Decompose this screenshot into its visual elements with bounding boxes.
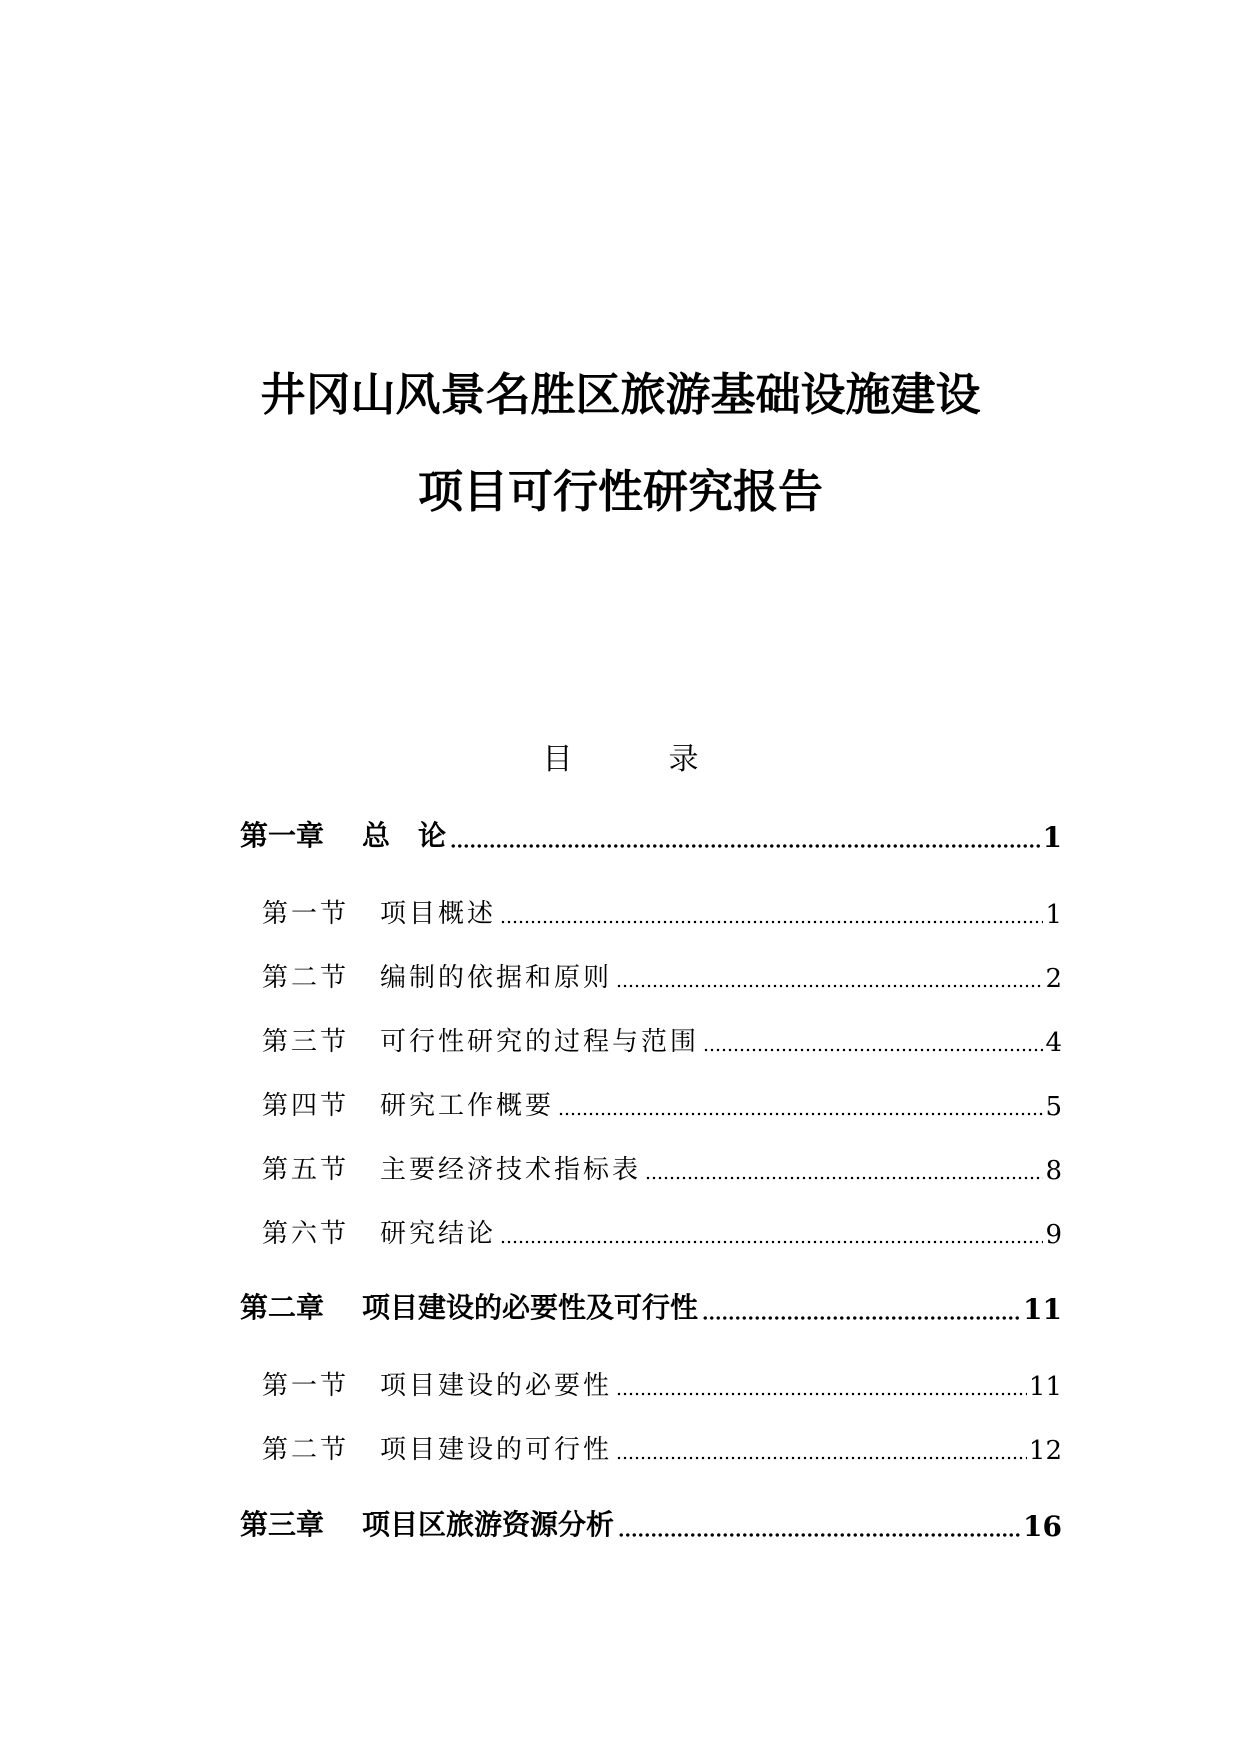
toc-entry-title: 编制的依据和原则 xyxy=(380,963,613,993)
toc-entry-title: 研究结论 xyxy=(380,1219,497,1249)
toc-entry-number: 第六节 xyxy=(262,1219,350,1249)
toc-entry-title: 总 论 xyxy=(362,819,447,852)
toc-entry-number: 第二章 xyxy=(240,1291,325,1324)
toc-heading-left: 目 xyxy=(542,742,573,777)
dot-leader xyxy=(703,1048,1043,1052)
toc-heading xyxy=(0,740,1241,780)
dot-leader xyxy=(450,844,1041,848)
toc-entry-title: 研究工作概要 xyxy=(380,1091,555,1121)
toc-entry-number: 第四节 xyxy=(262,1091,350,1121)
toc-entry-title: 项目区旅游资源分析 xyxy=(362,1508,615,1541)
toc-entry-page: 1 xyxy=(1045,900,1062,930)
toc-entry-chapter-2[interactable] xyxy=(240,1286,1062,1326)
toc-entry-section-2-1[interactable] xyxy=(262,1362,1062,1402)
toc-entry-title: 项目建设的必要性及可行性 xyxy=(362,1291,699,1324)
toc-entry-page: 11 xyxy=(1023,1293,1062,1326)
toc-entry-section-2-2[interactable] xyxy=(262,1426,1062,1466)
dot-leader xyxy=(702,1316,1021,1320)
toc-entry-page: 9 xyxy=(1045,1220,1062,1250)
toc-entry-chapter-1[interactable] xyxy=(240,814,1062,854)
toc-entry-page: 5 xyxy=(1045,1092,1062,1122)
toc-entry-number: 第一节 xyxy=(262,1371,350,1401)
toc-entry-section-1-3[interactable] xyxy=(262,1018,1062,1058)
toc-entry-page: 2 xyxy=(1045,964,1062,994)
toc-entry-chapter-3[interactable] xyxy=(240,1503,1062,1543)
dot-leader xyxy=(616,984,1043,988)
toc-entry-number: 第三章 xyxy=(240,1508,325,1541)
dot-leader xyxy=(616,1392,1027,1396)
toc-entry-number: 第五节 xyxy=(262,1155,350,1185)
toc-entry-page: 16 xyxy=(1023,1510,1062,1543)
toc-entry-page: 11 xyxy=(1028,1372,1062,1402)
toc-entry-title: 可行性研究的过程与范围 xyxy=(380,1027,700,1057)
toc-entry-title: 主要经济技术指标表 xyxy=(380,1155,642,1185)
dot-leader xyxy=(616,1456,1027,1460)
toc-entry-section-1-5[interactable] xyxy=(262,1146,1062,1186)
document-title-line-1: 井冈山风景名胜区旅游基础设施建设 xyxy=(260,368,981,421)
toc-entry-page: 4 xyxy=(1045,1028,1062,1058)
dot-leader xyxy=(500,920,1043,924)
toc-heading-right: 录 xyxy=(668,742,699,777)
toc-entry-number: 第一章 xyxy=(240,819,325,852)
toc-entry-title: 项目建设的必要性 xyxy=(380,1371,613,1401)
toc-entry-section-1-4[interactable] xyxy=(262,1082,1062,1122)
toc-entry-number: 第二节 xyxy=(262,963,350,993)
toc-entry-section-1-2[interactable] xyxy=(262,954,1062,994)
dot-leader xyxy=(500,1240,1043,1244)
toc-entry-page: 8 xyxy=(1045,1156,1062,1186)
document-title-line-2: 项目可行性研究报告 xyxy=(417,465,823,518)
toc-entry-page: 1 xyxy=(1042,821,1062,854)
toc-entry-section-1-6[interactable] xyxy=(262,1210,1062,1250)
dot-leader xyxy=(618,1533,1021,1537)
toc-entry-number: 第一节 xyxy=(262,899,350,929)
toc-entry-section-1-1[interactable] xyxy=(262,890,1062,930)
toc-entry-title: 项目概述 xyxy=(380,899,497,929)
toc-entry-number: 第三节 xyxy=(262,1027,350,1057)
dot-leader xyxy=(645,1176,1043,1180)
toc-entry-title: 项目建设的可行性 xyxy=(380,1435,613,1465)
dot-leader xyxy=(558,1112,1043,1116)
toc-entry-number: 第二节 xyxy=(262,1435,350,1465)
toc-entry-page: 12 xyxy=(1028,1436,1062,1466)
